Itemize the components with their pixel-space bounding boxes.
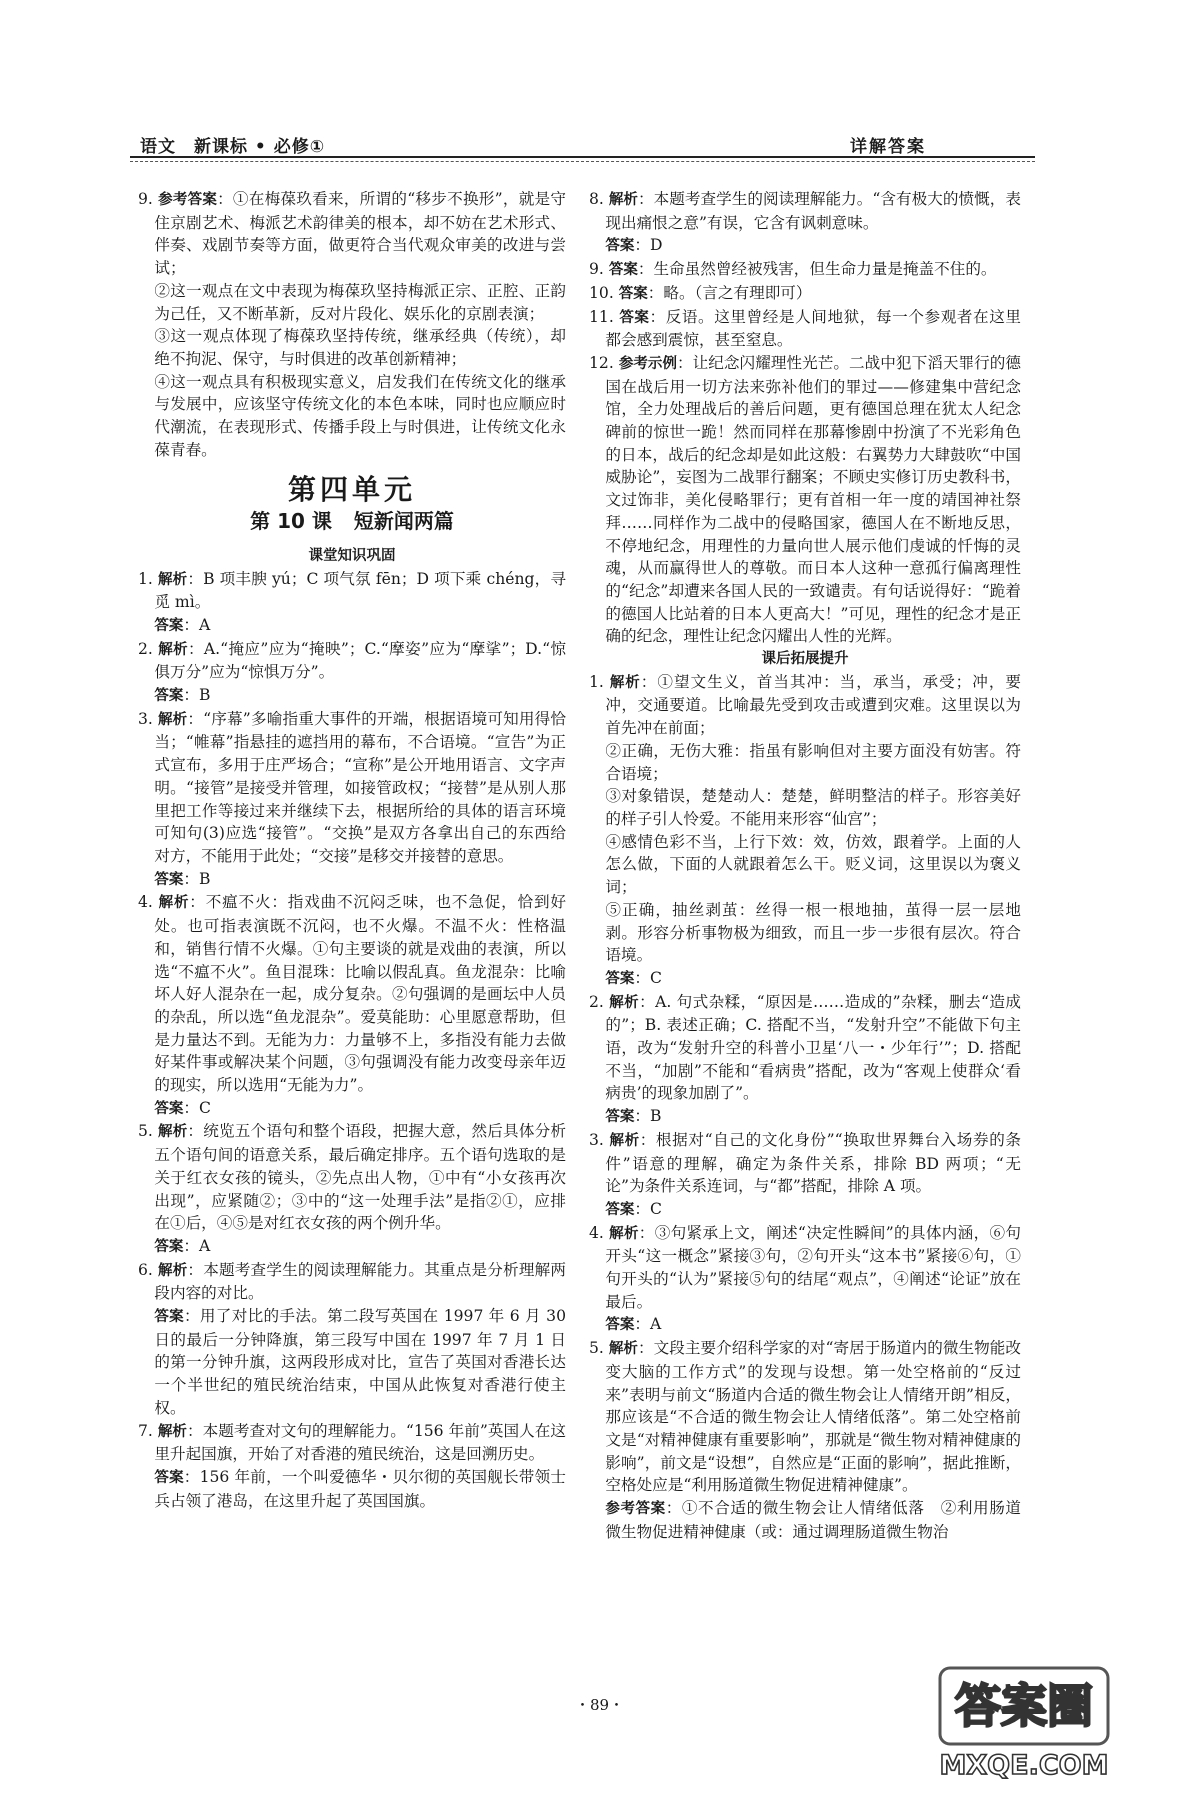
section-title: 课堂知识巩固 — [308, 547, 396, 564]
item-text: ：根据对“自己的文化身份”“换取世界舞台入场券的条件”语意的理解，确定为条件关系，排除 BD 两项；“无论”为条件关系连词，与“都”搭配，排除 A 项。 — [605, 1130, 1022, 1196]
item-keyword: 答案 — [618, 285, 648, 302]
watermark-logo — [938, 1664, 1110, 1782]
item-keyword: 解析 — [608, 192, 638, 208]
answer-value: ：156 年前，一个叫爱德华・贝尔彻的英国舰长带领士兵占领了港岛，在这里升起了英国国旗。 — [154, 1467, 566, 1510]
item-keyword: 解析 — [158, 641, 188, 658]
answer-keyword: 答案 — [154, 1100, 184, 1117]
answer-paragraph: ②这一观点在文中表现为梅葆玖坚持梅派正宗、正腔、正韵为己任，又不断革新，反对片段化、娱乐化的京剧表演； — [154, 281, 566, 323]
answer-paragraph: ②正确，无伤大雅：指虽有影响但对主要方面没有妨害。符合语境； — [605, 741, 1021, 783]
item-keyword: 解析 — [158, 711, 188, 728]
item-number: 10. — [589, 283, 619, 302]
page-header — [0, 0, 1199, 165]
answer-item — [589, 671, 1021, 740]
answer-line — [589, 967, 1021, 991]
answer-item — [138, 188, 566, 280]
answer-paragraph: ③对象错误，楚楚动人：楚楚，鲜明整洁的样子。形容美好的样子引人怜爱。不能用来形容“仙宫”； — [605, 787, 1021, 828]
answer-item — [138, 1420, 566, 1466]
answer-paragraph: ④这一观点具有积极现实意义，启发我们在传统文化的继承与发展中，应该坚守传统文化的本色本味，同时也应顺应时代潮流，在表现形式、传播手段上与时俱进，让传统文化永葆青春。 — [154, 372, 566, 459]
watermark-title: 答案圈 — [955, 1679, 1093, 1733]
unit-title: 第四单元 — [287, 473, 416, 507]
item-text: ：生命虽然曾经被残害，但生命力量是掩盖不住的。 — [637, 260, 997, 279]
answer-item — [138, 638, 566, 684]
item-text: ：统览五个语句和整个语段，把握大意，然后具体分析五个语句间的语意关系，最后确定排序。五个语句选取的是关于红衣女孩的镜头，②先点出人物，①中有“小女孩再次出现”，应紧随②；③中的“这一处理手法”是指②①，应排在①后，④⑤是对红衣女孩的两个例升华。 — [154, 1122, 566, 1233]
item-text: ：A. 句式杂糅，“原因是……造成的”杂糅，删去“造成的”；B. 表述正确；C. 搭配不当，“发射升空”不能做下句主语，改为“发射升空的科普小卫星‘八一・少年行’”；D. 搭配不当，“加剧”不能和“看病贵”搭配，改为“客观上使群众‘看病贵’的现象加剧了”。 — [605, 992, 1022, 1103]
item-keyword: 解析 — [609, 1132, 640, 1149]
answer-item — [589, 188, 1021, 234]
item-number: 4. — [138, 893, 159, 912]
item-keyword: 答案 — [619, 309, 650, 326]
answer-line — [589, 1497, 1021, 1543]
answer-value: ：A — [183, 615, 211, 634]
item-text: ：本题考查对文句的理解能力。“156 年前”英国人在这里升起国旗，开始了对香港的殖民统治，这是回溯历史。 — [154, 1421, 567, 1464]
lesson-number: 第 10 课 — [250, 509, 332, 534]
item-number: 8. — [589, 190, 609, 208]
answer-keyword: 参考答案 — [605, 1501, 666, 1518]
section-label: 详解答案 — [850, 137, 926, 157]
answer-line — [138, 614, 566, 638]
item-number: 11. — [589, 307, 620, 326]
lesson-title — [138, 510, 566, 533]
answer-keyword: 答案 — [605, 1317, 635, 1334]
item-text: ：不瘟不火：指戏曲不沉闷乏味，也不急促，恰到好处。也可指表演既不沉闷，也不火爆。不温不火：性格温和，销售行情不火爆。①句主要谈的就是戏曲的表演，所以选“不瘟不火”。鱼目混珠：比喻以假乱真。鱼龙混杂：比喻坏人好人混杂在一起，成分复杂。②句强调的是画坛中人员的杂乱，所以选“鱼龙混杂”。爱莫能助：心里愿意帮助，但是力量达不到。无能为力：力量够不上，多指没有能力去做好某件事或解决某个问题，③句强调没有能力改变母亲年迈的现实，所以选用“无能为力”。 — [154, 893, 566, 1095]
answer-value: ：A — [183, 1236, 211, 1255]
item-number: 9. — [138, 190, 159, 208]
item-text: ：“序幕”多喻指重大事件的开端，根据语境可知用得恰当；“帷幕”指悬挂的遮挡用的幕布，不合语境。“宣告”为正式宣布，多用于庄严场合；“宣称”是公开地用语言、文字声明。“接管”是接受并管理，如接管政权；“接替”是从别人那里把工作等接过来并继续下去，根据所给的具体的语言环境可知句(3)应选“接管”。“交换”是双方各拿出自己的东西给对方，不能用于此处；“交接”是移交并接替的意思。 — [154, 709, 567, 865]
item-text: ：①在梅葆玖看来，所谓的“移步不换形”，就是守住京剧艺术、梅派艺术韵律美的根本，却不妨在艺术形式、伴奏、戏剧节奏等方面，做更符合当代观众审美的改进与尝试； — [154, 190, 566, 278]
item-text: ：文段主要介绍科学家的对“寄居于肠道内的微生物能改变大脑的工作方式”的发现与设想。第一处空格前的“反过来”表明与前文“肠道内合适的微生物会让人情绪开朗”相反，那应该是“不合适的微生物会让人情绪低落”。第二处空格前文是“对精神健康有重要影响”，那就是“微生物对精神健康的影响”，前文是“设想”，自然应是“正面的影响”，据此推断，空格处应是“利用肠道微生物促进精神健康”。 — [605, 1339, 1021, 1495]
answer-keyword: 答案 — [154, 1309, 184, 1326]
answer-value: ：C — [634, 968, 662, 987]
item-keyword: 解析 — [157, 1423, 187, 1440]
answer-paragraph: ⑤正确，抽丝剥茧：丝得一根一根地抽，茧得一层一层地剥。形容分析事物极为细致，而且一步一步很有层次。符合语境。 — [605, 900, 1021, 965]
item-number: 1. — [589, 672, 610, 691]
answer-item — [589, 1222, 1021, 1314]
item-text: ：A.“掩应”应为“掩映”；C.“摩姿”应为“摩挲”；D.“惊俱万分”应为“惊惧万分”。 — [154, 639, 567, 682]
answer-item — [589, 258, 1021, 282]
item-text: ：反语。这里曾经是人间地狱，每一个参观者在这里都会感到震惊，甚至窒息。 — [605, 307, 1021, 350]
book-title: 语文 新课标 • 必修① — [140, 137, 326, 157]
item-text: ：①望文生义，首当其冲：当，承当，承受；冲，要冲，交通要道。比喻最先受到攻击或遭到灾难。这里误以为首先冲在前面； — [605, 672, 1021, 738]
item-text: ：B 项丰腴 yú；C 项气氛 fēn；D 项下乘 chéng，寻觅 mì。 — [154, 569, 566, 612]
answer-paragraph: ③这一观点体现了梅葆玖坚持传统，继承经典（传统），却绝不拘泥、保守，与时俱进的改革创新精神； — [154, 327, 566, 368]
answer-value: ：用了对比的手法。第二段写英国在 1997 年 6 月 30 日的最后一分钟降旗，第三段写中国在 1997 年 7 月 1 日的第一分钟升旗，这两段形成对比，宣告了英国对香港长达一个半世纪的殖民统治结束，中国从此恢复对香港行使主权。 — [154, 1307, 567, 1417]
answer-keyword: 答案 — [605, 1201, 635, 1218]
answer-item — [589, 1129, 1021, 1198]
left-column — [138, 188, 566, 1512]
answer-item — [589, 1337, 1021, 1497]
answer-value: ：A — [634, 1315, 662, 1334]
answer-keyword: 答案 — [154, 617, 184, 634]
item-number: 4. — [589, 1223, 610, 1242]
item-number: 5. — [138, 1122, 159, 1141]
item-keyword: 解析 — [158, 1124, 188, 1141]
answer-value: ：B — [183, 869, 211, 888]
answer-line — [138, 1235, 566, 1259]
item-keyword: 答案 — [608, 262, 638, 279]
answer-item — [589, 352, 1021, 648]
item-text: ：略。（言之有理即可） — [647, 283, 812, 302]
lesson-name: 短新闻两篇 — [353, 509, 454, 534]
answer-item — [589, 282, 1021, 306]
answer-keyword: 答案 — [154, 1238, 184, 1255]
answer-line — [589, 1313, 1021, 1337]
item-number: 3. — [589, 1130, 610, 1149]
answer-line — [589, 234, 1021, 258]
answer-item — [138, 1259, 566, 1305]
page-number: ・89・ — [574, 1696, 625, 1714]
header-rule — [130, 156, 1035, 158]
answer-item — [138, 891, 566, 1096]
item-keyword: 解析 — [608, 1341, 638, 1358]
item-number: 9. — [589, 260, 609, 279]
answer-keyword: 答案 — [154, 1469, 184, 1486]
answer-value: ：C — [634, 1199, 662, 1218]
item-number: 5. — [589, 1339, 609, 1358]
item-keyword: 解析 — [609, 674, 641, 691]
item-keyword: 参考示例 — [618, 355, 677, 372]
item-keyword: 解析 — [609, 994, 640, 1011]
section-title: 课后拓展提升 — [761, 651, 849, 668]
item-number: 2. — [589, 992, 610, 1011]
item-text: ：本题考查学生的阅读理解能力。其重点是分析理解两段内容的对比。 — [154, 1260, 566, 1303]
answer-paragraph: ④感情色彩不当，上行下效：效，仿效，跟着学。上面的人怎么做，下面的人就跟着怎么干。贬义词，这里误以为褒义词； — [605, 832, 1021, 897]
item-number: 3. — [138, 709, 159, 728]
item-keyword: 参考答案 — [158, 192, 218, 208]
answer-line — [138, 1466, 566, 1512]
answer-value: ：B — [634, 1107, 662, 1126]
item-keyword: 解析 — [158, 1262, 188, 1279]
answer-line — [138, 1097, 566, 1121]
item-number: 2. — [138, 639, 159, 658]
header-dashed-rule — [130, 161, 1035, 162]
answer-line — [589, 1105, 1021, 1129]
answer-line — [138, 684, 566, 708]
answer-line — [138, 1305, 566, 1420]
answer-value: ：①不合适的微生物会让人情绪低落 ②利用肠道微生物促进精神健康（或：通过调理肠道微生物治 — [605, 1499, 1021, 1541]
answer-item — [138, 708, 566, 868]
answer-item — [589, 991, 1021, 1106]
watermark-url: MXQE.COM — [939, 1750, 1109, 1781]
answer-item — [138, 568, 566, 614]
answer-keyword: 答案 — [605, 238, 635, 255]
right-column — [589, 188, 1021, 1543]
item-text: ：③句紧承上文，阐述“决定性瞬间”的具体内涵，⑥句开头“这一概念”紧接③句，②句开头“这本书”紧接⑥句，①句开头的“认为”紧接⑤句的结尾“观点”，④阐述“论证”放在最后。 — [605, 1223, 1021, 1311]
item-number: 7. — [138, 1421, 158, 1440]
answer-keyword: 答案 — [605, 1109, 635, 1126]
item-keyword: 解析 — [158, 571, 188, 588]
answer-item — [589, 306, 1021, 352]
answer-line — [138, 868, 566, 892]
answer-value: ：D — [634, 236, 663, 255]
answer-value: ：C — [183, 1098, 211, 1117]
item-keyword: 解析 — [158, 895, 190, 912]
item-keyword: 解析 — [609, 1225, 639, 1242]
item-text: ：本题考查学生的阅读理解能力。“含有极大的愤慨，表现出痛恨之意”有误，它含有讽刺意味。 — [605, 190, 1021, 232]
item-text: ：让纪念闪耀理性光芒。二战中犯下滔天罪行的德国在战后用一切方法来弥补他们的罪过——修建集中营纪念馆，全力处理战后的善后问题，更有德国总理在犹太人纪念碑前的惊世一跪！然而同样在那幕惨剧中扮演了不光彩角色的日本，战后的纪念却是如此这般：右翼势力大肆鼓吹“中国威胁论”，妄图为二战罪行翻案；不顾史实修订历史教科书，文过饰非，美化侵略罪行；更有首相一年一度的靖国神社祭拜……同样作为二战中的侵略国家，德国人在不断地反思，不停地纪念，用理性的力量向世人展示他们虔诚的忏悔的灵魂，从而赢得世人的尊敬。而日本人这种一意孤行偏离理性的“纪念”却遭来各国人民的一致谴责。有句话说得好：“跪着的德国人比站着的日本人更高大！”可见，理性的纪念才是正确的纪念，理性让纪念闪耀出人性的光辉。 — [605, 353, 1021, 646]
answer-keyword: 答案 — [605, 970, 635, 987]
item-number: 1. — [138, 569, 158, 588]
answer-keyword: 答案 — [154, 688, 184, 705]
answer-keyword: 答案 — [154, 871, 184, 888]
item-number: 12. — [589, 353, 619, 372]
answer-value: ：B — [183, 686, 211, 705]
item-number: 6. — [138, 1260, 159, 1279]
answer-item — [138, 1120, 566, 1235]
answer-line — [589, 1198, 1021, 1222]
